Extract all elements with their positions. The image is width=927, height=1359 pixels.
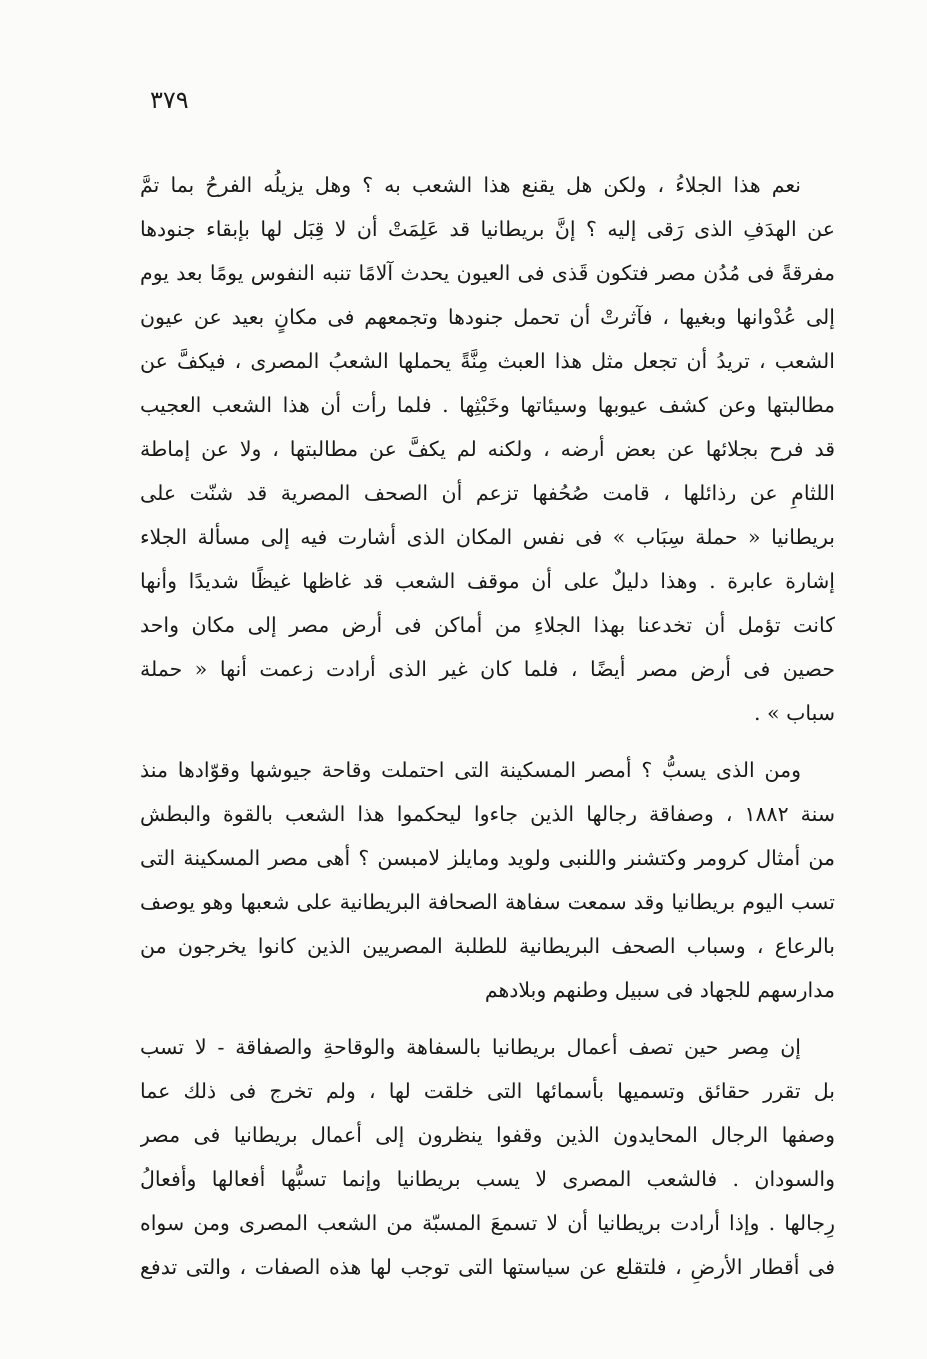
text-line: حصين فى أرض مصر أيضًا ، فلما كان غير الذى أرادت زعمت أنها « حملة [140, 657, 835, 681]
page-number: ٣٧٩ [150, 86, 189, 114]
text-line: بل تقرر حقائق وتسميها بأسمائها التى خلقت لها ، ولم تخرج فى ذلك عما [140, 1079, 835, 1103]
text-line: كانت تؤمل أن تخدعنا بهذا الجلاءِ من أماكن فى أرض مصر إلى مكان واحد [140, 613, 835, 637]
text-line: مفرقةً فى مُدُن مصر فتكون قَذى فى العيون يحدث آلامًا تنبه النفوس يومًا بعد يوم [140, 261, 835, 285]
text-line: ومن الذى يسبُّ ؟ أمصر المسكينة التى احتملت وقاحة جيوشها وقوّادها منذ [140, 758, 801, 782]
text-line: إن مِصر حين تصف أعمال بريطانيا بالسفاهة والوقاحةِ والصفاقة - لا تسب [140, 1035, 801, 1059]
text-line: بالرعاع ، وسباب الصحف البريطانية للطلبة المصريين الذين كانوا يخرجون من [140, 934, 835, 958]
paragraph-2 [140, 748, 835, 1012]
text-line: إلى عُدْوانها وبغيها ، فآثرتْ أن تحمل جنودها وتجمعهم فى مكانٍ بعيد عن عيون [140, 305, 835, 329]
text-line: نعم هذا الجلاءُ ، ولكن هل يقنع هذا الشعب به ؟ وهل يزيلُه الفرحُ بما تمَّ [140, 173, 801, 197]
text-line: إشارة عابرة . وهذا دليلٌ على أن موقف الشعب قد غاظها غيظًا شديدًا وأنها [140, 569, 835, 593]
text-line: اللثامِ عن رذائلها ، قامت صُحُفها تزعم أن الصحف المصرية قد شنّت على [140, 481, 835, 505]
text-line: سباب » . [754, 701, 835, 725]
text-line: من أمثال كرومر وكتشنر واللنبى ولويد ومايلز لامبسن ؟ أهى مصر المسكينة التى [140, 846, 835, 870]
text-line: عن الهدَفِ الذى رَقى إليه ؟ إنَّ بريطانيا قد عَلِمَتْ أن لا قِبَل لها بإبقاء جنودها [140, 217, 835, 241]
paragraph-1 [140, 163, 835, 735]
text-line: مدارسهم للجهاد فى سبيل وطنهم وبلادهم [484, 978, 835, 1002]
text-line: بريطانيا « حملة سِبَاب » فى نفس المكان الذى أشارت فيه إلى مسألة الجلاء [140, 525, 835, 549]
text-line: مطالبتها وعن كشف عيوبها وسيئاتها وخَبْثِها . فلما رأت أن هذا الشعب العجيب [140, 393, 835, 417]
text-line: الشعب ، تريدُ أن تجعل مثل هذا العبث مِنَّةً يحملها الشعبُ المصرى ، فيكفَّ عن [140, 349, 835, 373]
text-line: سنة ١٨٨٢ ، وصفاقة رجالها الذين جاءوا ليحكموا هذا الشعب بالقوة والبطش [140, 802, 835, 826]
text-line: رِجالها . وإذا أرادت بريطانيا أن لا تسمعَ المسبّة من الشعب المصرى ومن سواه [140, 1211, 835, 1235]
paragraph-3 [140, 1025, 835, 1289]
text-line: قد فرح بجلائها عن بعض أرضه ، ولكنه لم يكفَّ عن مطالبتها ، ولا عن إماطة [140, 437, 835, 461]
text-line: والسودان . فالشعب المصرى لا يسب بريطانيا وإنما تسبُّها أفعالها وأفعالُ [140, 1167, 835, 1191]
text-line: فى أقطار الأرضِ ، فلتقلع عن سياستها التى توجب لها هذه الصفات ، والتى تدفع [140, 1255, 835, 1279]
text-line: وصفها الرجال المحايدون الذين وقفوا ينظرون إلى أعمال بريطانيا فى مصر [140, 1123, 835, 1147]
text-line: تسب اليوم بريطانيا وقد سمعت سفاهة الصحافة البريطانية على شعبها وهو يوصف [140, 890, 835, 914]
